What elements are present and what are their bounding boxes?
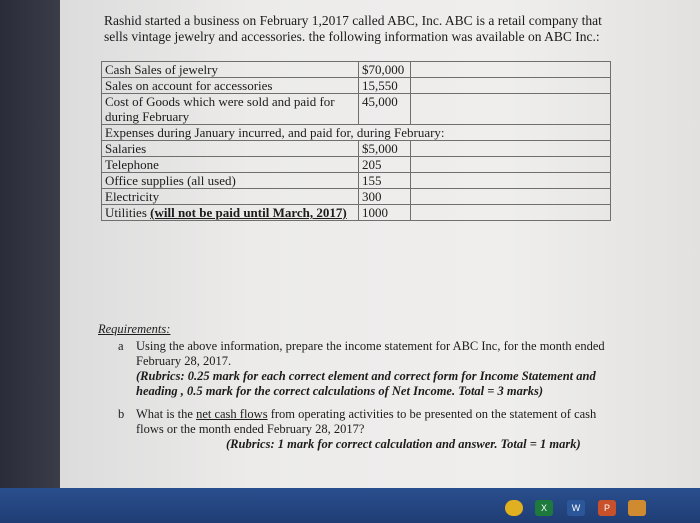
store-icon[interactable] <box>628 500 646 516</box>
powerpoint-icon[interactable]: P <box>598 500 616 516</box>
requirement-a <box>98 339 618 399</box>
table-row <box>102 205 611 221</box>
rubric-text: (Rubrics: 0.25 mark for each correct element and correct form for Income Statement and heading , 0.5 mark for the correct calculations of Net Income. Total = 3 marks) <box>136 369 596 398</box>
row-label: Sales on account for accessories <box>102 78 359 94</box>
row-value: 300 <box>359 189 411 205</box>
table-row <box>102 189 611 205</box>
table-row <box>102 94 611 125</box>
table-row <box>102 173 611 189</box>
row-label: Salaries <box>102 141 359 157</box>
emphasis-text: (will not be paid until March, 2017) <box>150 205 347 220</box>
requirement-b <box>98 407 618 452</box>
table-row <box>102 157 611 173</box>
row-label: Electricity <box>102 189 359 205</box>
row-label: Expenses during January incurred, and paid for, during February: <box>102 125 611 141</box>
row-label: Utilities (will not be paid until March, 2017) <box>102 205 359 221</box>
requirements-section <box>98 322 618 452</box>
table-row <box>102 125 611 141</box>
table-row <box>102 62 611 78</box>
chrome-icon[interactable] <box>505 500 523 516</box>
row-value: 205 <box>359 157 411 173</box>
underlined-term: net cash flows <box>196 407 268 421</box>
requirement-text: Using the above information, prepare the income statement for ABC Inc, for the month ended February 28, 2017. <box>136 339 605 368</box>
intro-paragraph: Rashid started a business on February 1,2017 called ABC, Inc. ABC is a retail company that sells vintage jewelry and accessories. the following information was available on ABC Inc.: <box>104 13 602 44</box>
row-value: 1000 <box>359 205 411 221</box>
row-value: $5,000 <box>359 141 411 157</box>
rubric-text: (Rubrics: 1 mark for correct calculation and answer. Total = 1 mark) <box>226 437 581 451</box>
row-value: 15,550 <box>359 78 411 94</box>
taskbar <box>0 488 700 523</box>
requirement-text: What is the net cash flows from operating activities to be presented on the statement of cash flows or the month ended February 28, 2017? <box>136 407 597 436</box>
row-value: $70,000 <box>359 62 411 78</box>
row-value: 45,000 <box>359 94 411 125</box>
item-marker: a <box>118 339 124 353</box>
row-label: Cost of Goods which were sold and paid for during February <box>102 94 359 125</box>
table-row <box>102 141 611 157</box>
financial-data-table <box>101 61 611 221</box>
row-label: Office supplies (all used) <box>102 173 359 189</box>
row-label: Cash Sales of jewelry <box>102 62 359 78</box>
item-marker: b <box>118 407 125 421</box>
row-value: 155 <box>359 173 411 189</box>
word-icon[interactable]: W <box>567 500 585 516</box>
table-row <box>102 78 611 94</box>
row-label: Telephone <box>102 157 359 173</box>
requirements-heading: Requirements: <box>98 322 171 336</box>
background-edge <box>0 0 60 488</box>
excel-icon[interactable]: X <box>535 500 553 516</box>
